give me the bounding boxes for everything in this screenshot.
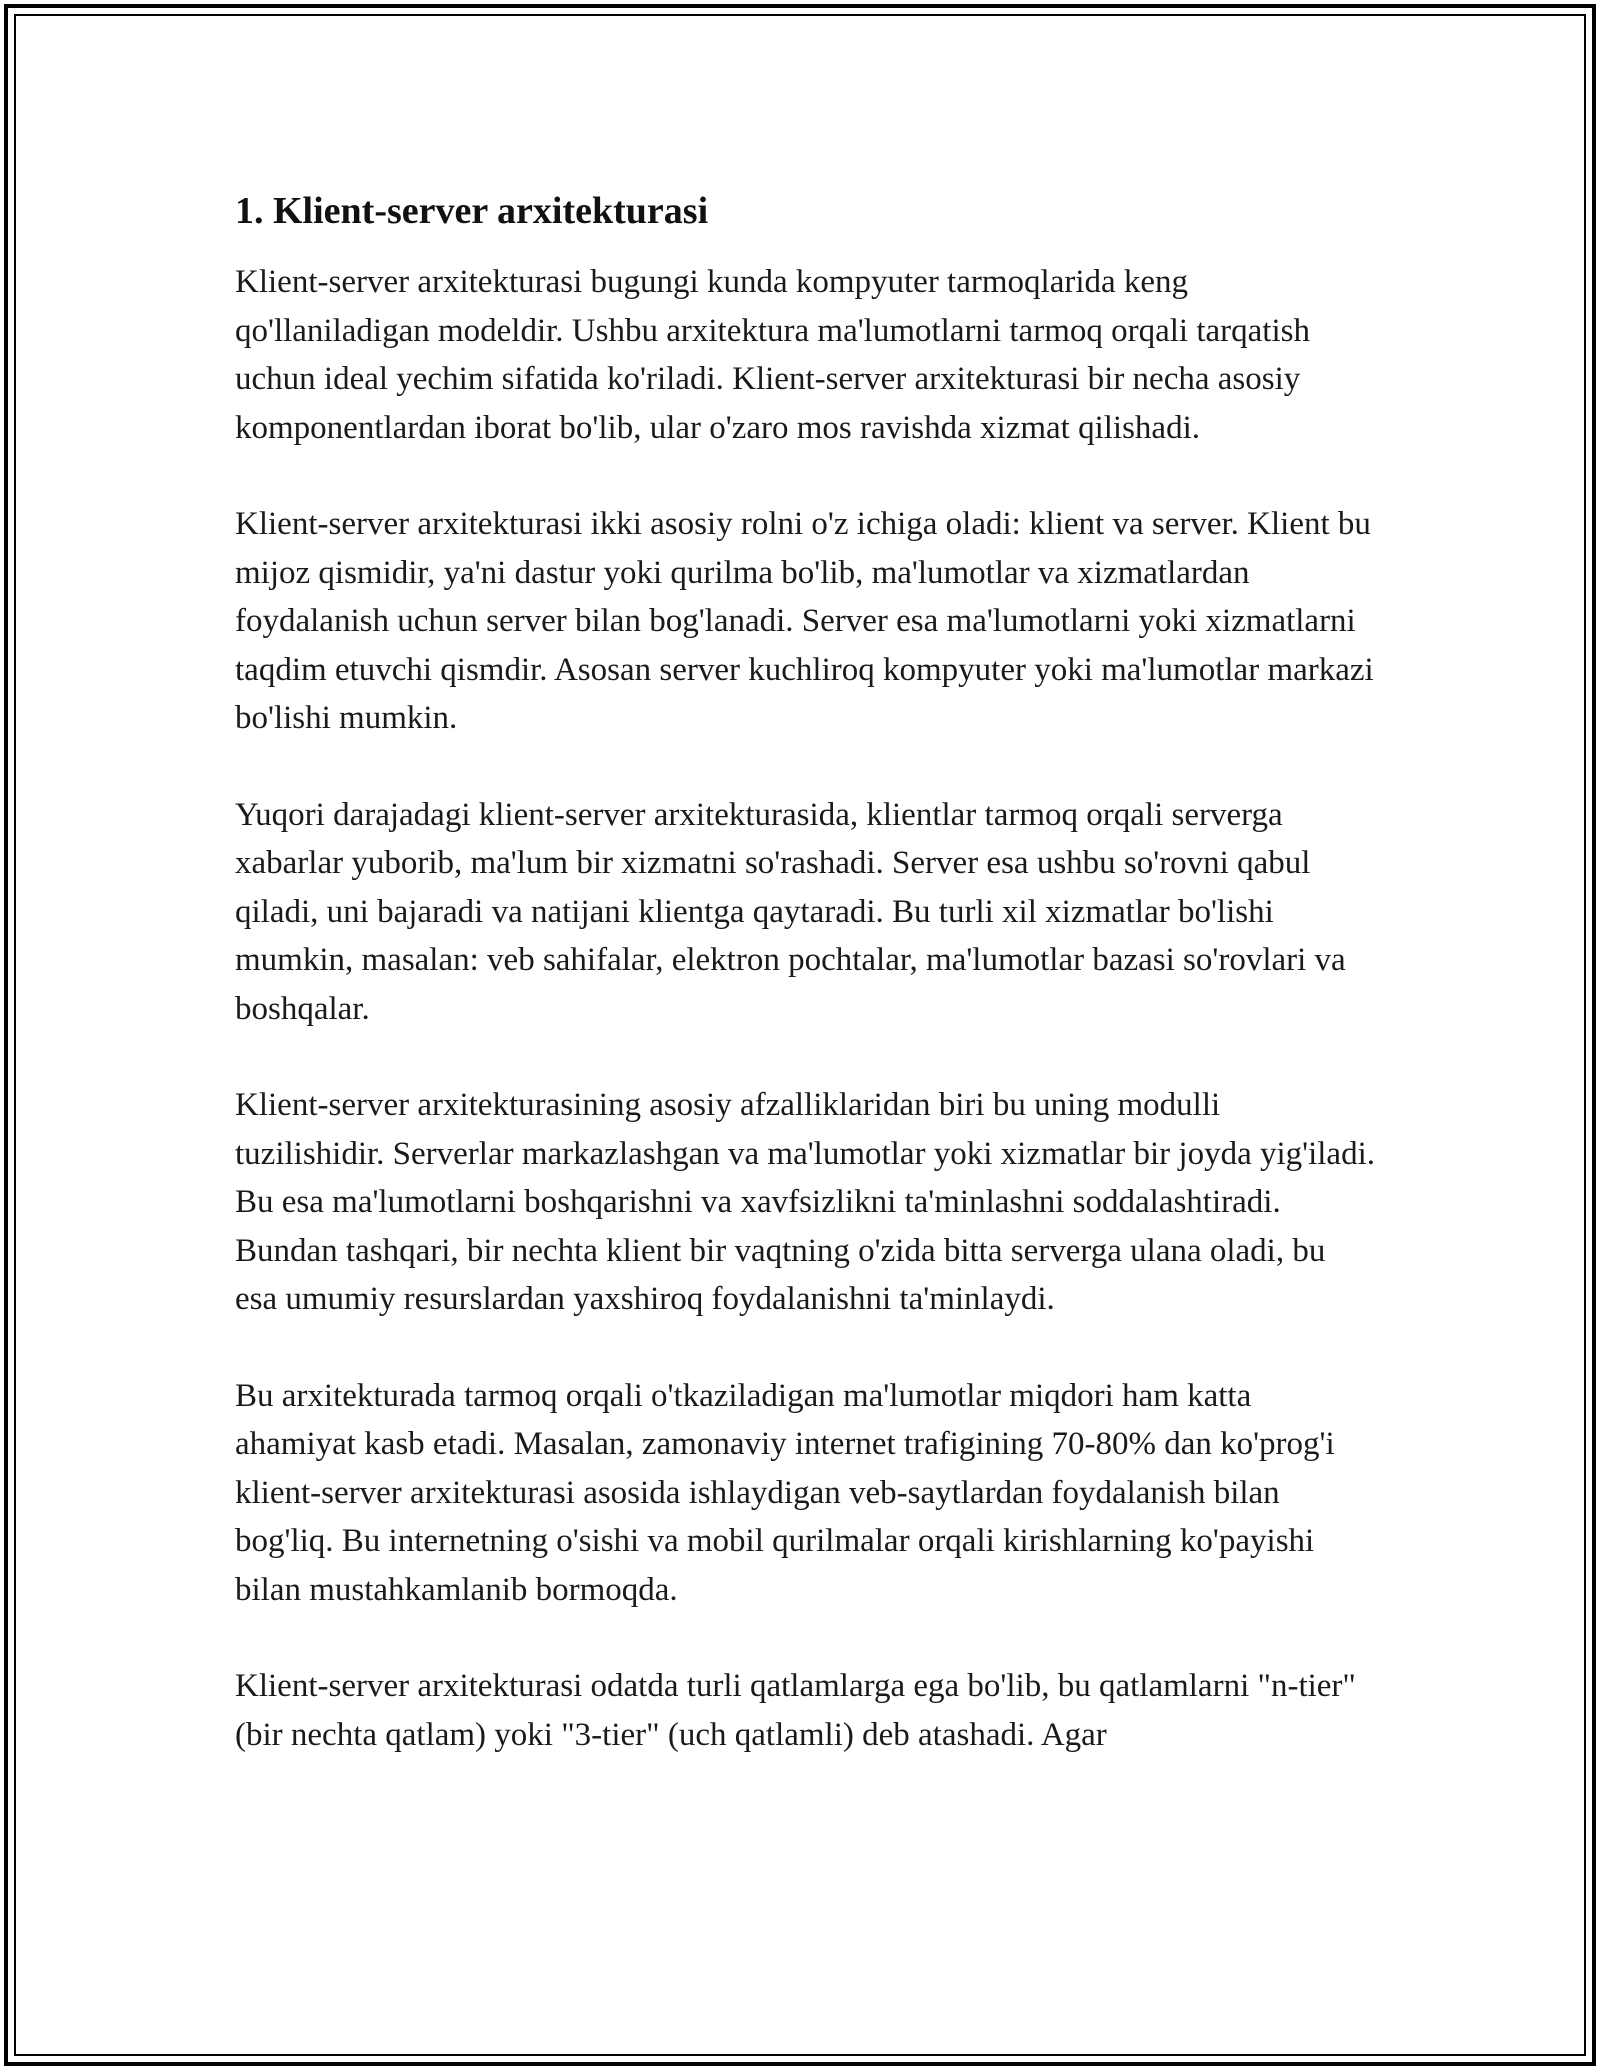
paragraph-3: Yuqori darajadagi klient-server arxitekturasida, klientlar tarmoq orqali serverga xabarlar yuborib, ma'lum bir xizmatni so'rashadi. Server esa ushbu so'rovni qabul qiladi, uni bajaradi va natijani klientga qaytaradi. Bu turli xil xizmatlar bo'lishi mumkin, masalan: veb sahifalar, elektron pochtalar, ma'lumotlar bazasi so'rovlari va boshqalar. [235,796,1346,1027]
document-body [235,186,1375,1807]
paragraph-4: Klient-server arxitekturasining asosiy afzalliklaridan biri bu uning modulli tuzilishidir. Serverlar markazlashgan va ma'lumotlar yoki xizmatlar bir joyda yig'iladi. Bu esa ma'lumotlarni boshqarishni va xavfsizlikni ta'minlashni soddalashtiradi. Bundan tashqari, bir nechta klient bir vaqtning o'zida bitta serverga ulana oladi, bu esa umumiy resurslardan yaxshiroq foydalanishni ta'minlaydi. [235,1087,1375,1317]
paragraph-2: Klient-server arxitekturasi ikki asosiy rolni o'z ichiga oladi: klient va server. Klient bu mijoz qismidir, ya'ni dastur yoki qurilma bo'lib, ma'lumotlar va xizmatlardan foydalanish uchun server bilan bog'lanadi. Server esa ma'lumotlarni yoki xizmatlarni taqdim etuvchi qismdir. Asosan server kuchliroq kompyuter yoki ma'lumotlar markazi bo'lishi mumkin. [235,506,1374,736]
section-heading: 1. Klient-server arxitekturasi [235,190,709,232]
paragraph-6: Klient-server arxitekturasi odatda turli qatlamlarga ega bo'lib, bu qatlamlarni "n-tier" (bir nechta qatlam) yoki "3-tier" (uch qatlamli) deb atashadi. Agar [235,1668,1356,1753]
paragraph-5: Bu arxitekturada tarmoq orqali o'tkaziladigan ma'lumotlar miqdori ham katta ahamiyat kasb etadi. Masalan, zamonaviy internet trafigining 70-80% dan ko'prog'i klient-server arxitekturasi asosida ishlaydigan veb-saytlardan foydalanish bilan bog'liq. Bu internetning o'sishi va mobil qurilmalar orqali kirishlarning ko'payishi bilan mustahkamlanib bormoqda. [235,1377,1335,1608]
paragraph-1: Klient-server arxitekturasi bugungi kunda kompyuter tarmoqlarida keng qo'llaniladigan modeldir. Ushbu arxitektura ma'lumotlarni tarmoq orqali tarqatish uchun ideal yechim sifatida ko'riladi. Klient-server arxitekturasi bir necha asosiy komponentlardan iborat bo'lib, ular o'zaro mos ravishda xizmat qilishadi. [235,264,1310,446]
